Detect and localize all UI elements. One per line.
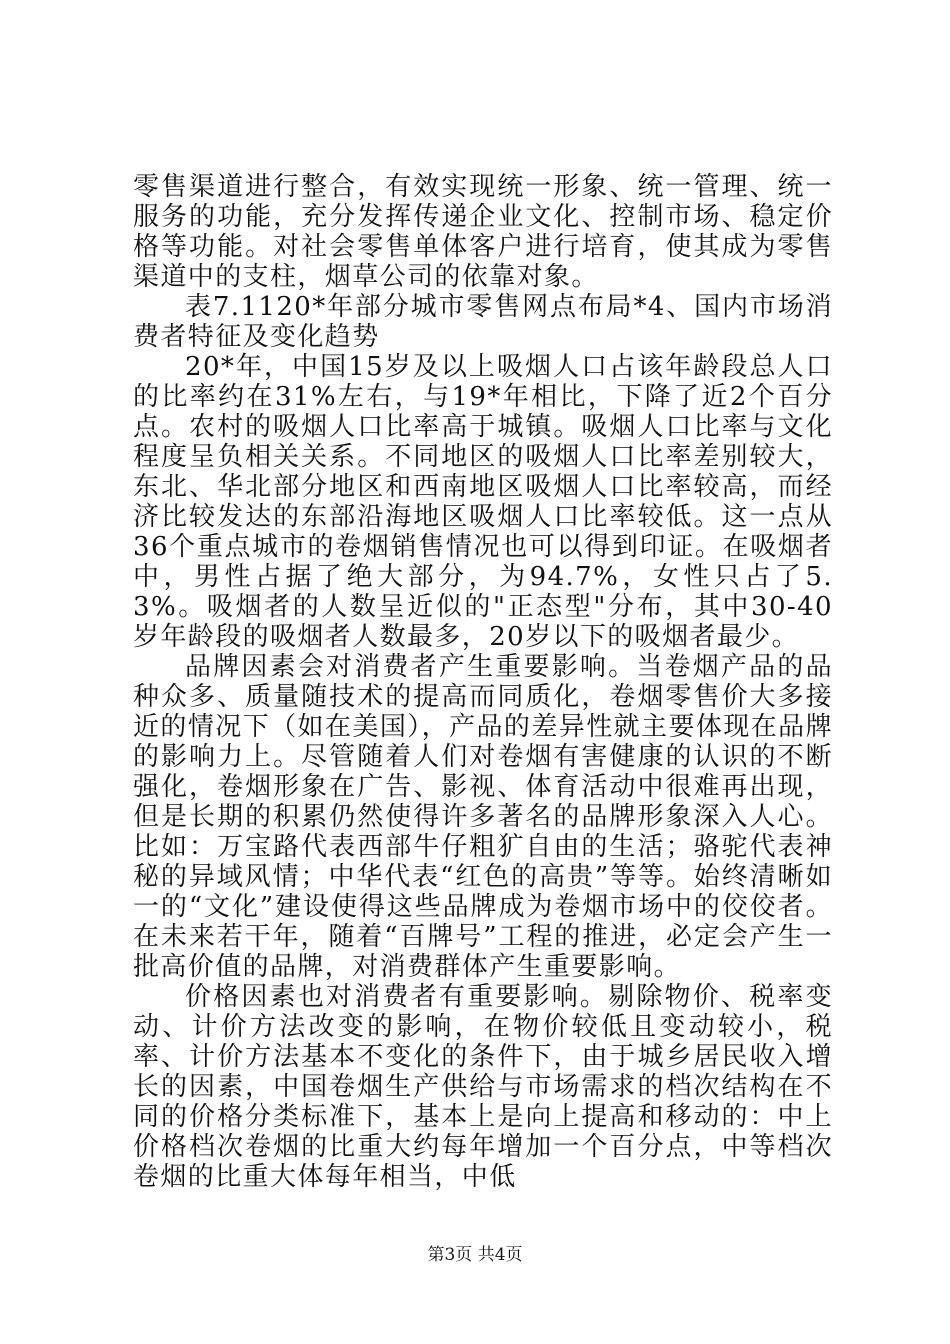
page-number-label: 第3页 共4页	[427, 1245, 523, 1265]
paragraph-3: 20*年，中国15岁及以上吸烟人口占该年龄段总人口的比率约在31%左右，与19*年相比，下降了近2个百分点。农村的吸烟人口比率高于城镇。吸烟人口比率与文化程度呈负相关关系。不同地区的吸烟人口比率差别较大，东北、华北部分地区和西南地区吸烟人口比率较高，而经济比较发达的东部沿海地区吸烟人口比率较低。这一点从36个重点城市的卷烟销售情况也可以得到印证。在吸烟者中，男性占据了绝大部分，为94.7%，女性只占了5.3%。吸烟者的人数呈近似的"正态型"分布，其中30-40岁年龄段的吸烟者人数最多，20岁以下的吸烟者最少。	[133, 352, 833, 652]
paragraph-5: 价格因素也对消费者有重要影响。剔除物价、税率变动、计价方法改变的影响，在物价较低且变动较小，税率、计价方法基本不变化的条件下，由于城乡居民收入增长的因素，中国卷烟生产供给与市场需求的档次结构在不同的价格分类标准下，基本上是向上提高和移动的：中上价格档次卷烟的比重大约每年增加一个百分点，中等档次卷烟的比重大体每年相当，中低	[133, 982, 833, 1192]
document-body	[133, 172, 833, 1192]
paragraph-2-table-caption: 表7.1120*年部分城市零售网点布局*4、国内市场消费者特征及变化趋势	[133, 292, 833, 352]
paragraph-4: 品牌因素会对消费者产生重要影响。当卷烟产品的品种众多、质量随技术的提高而同质化，卷烟零售价大多接近的情况下（如在美国），产品的差异性就主要体现在品牌的影响力上。尽管随着人们对卷烟有害健康的认识的不断强化，卷烟形象在广告、影视、体育活动中很难再出现，但是长期的积累仍然使得许多著名的品牌形象深入人心。比如：万宝路代表西部牛仔粗犷自由的生活；骆驼代表神秘的异域风情；中华代表“红色的高贵”等等。始终清晰如一的“文化”建设使得这些品牌成为卷烟市场中的佼佼者。在未来若干年，随着“百牌号”工程的推进，必定会产生一批高价值的品牌，对消费群体产生重要影响。	[133, 652, 833, 982]
paragraph-1: 零售渠道进行整合，有效实现统一形象、统一管理、统一服务的功能，充分发挥传递企业文化、控制市场、稳定价格等功能。对社会零售单体客户进行培育，使其成为零售渠道中的支柱，烟草公司的依靠对象。	[133, 172, 833, 292]
page-footer	[0, 1245, 950, 1265]
